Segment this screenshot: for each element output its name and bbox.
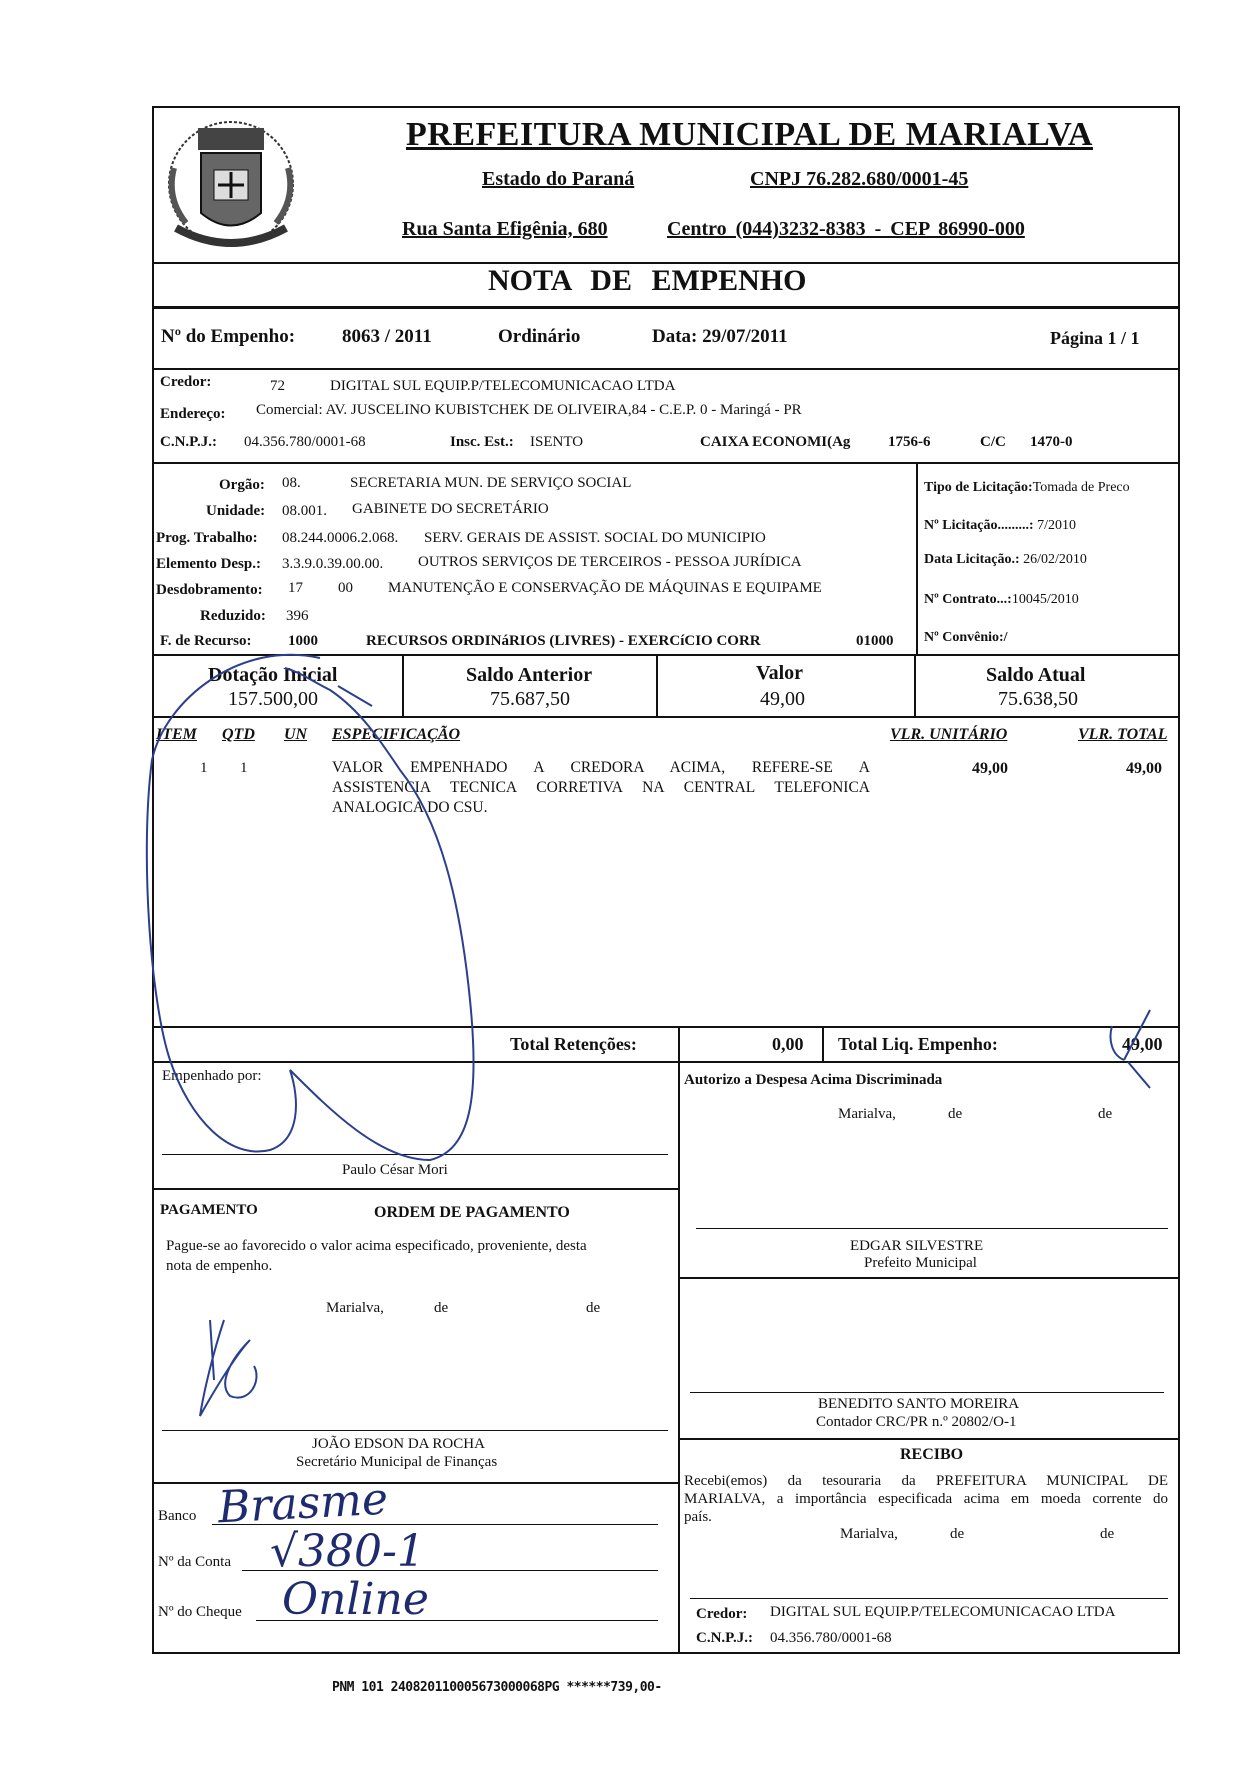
- saldo-anterior-value: 75.687,50: [490, 688, 570, 710]
- col-qtd: QTD: [222, 726, 255, 743]
- cheque-label: Nº do Cheque: [158, 1604, 242, 1620]
- elem-label: Elemento Desp.:: [156, 556, 261, 572]
- doc-title: NOTA DE EMPENHO: [488, 264, 807, 297]
- elem-code: 3.3.9.0.39.00.00.: [282, 556, 384, 572]
- valor-label: Valor: [756, 662, 804, 684]
- prog-label: Prog. Trabalho:: [156, 530, 258, 546]
- dotacao-value: 157.500,00: [228, 688, 318, 710]
- col-unit: VLR. UNITÁRIO: [890, 726, 1008, 743]
- conta-label: Nº da Conta: [158, 1554, 231, 1570]
- prefeitura-title: PREFEITURA MUNICIPAL DE MARIALVA: [406, 116, 1093, 153]
- secretario-role: Secretário Municipal de Finanças: [296, 1454, 498, 1470]
- contador-name: BENEDITO SANTO MOREIRA: [818, 1396, 1020, 1412]
- recibo-credor-name: DIGITAL SUL EQUIP.P/TELECOMUNICACAO LTDA: [770, 1604, 1116, 1620]
- prog-code: 08.244.0006.2.068.: [282, 530, 399, 546]
- tipo-licitacao-value: Tomada de Preco: [1032, 480, 1130, 495]
- empenhado-name: Paulo César Mori: [342, 1162, 448, 1178]
- footer-code: PNM 101 240820110005673000068PG ******739,00-: [332, 1680, 662, 1695]
- autorizo-title: Autorizo a Despesa Acima Discriminada: [684, 1072, 943, 1088]
- conta-handwritten: √380-1: [270, 1526, 425, 1577]
- pagamento-de2: de: [586, 1300, 601, 1316]
- cnpj-label: C.N.P.J.:: [160, 434, 217, 450]
- empenho-date: Data: 29/07/2011: [652, 326, 788, 347]
- state-name: Estado do Paraná: [482, 168, 635, 190]
- pagamento-text1: Pague-se ao favorecido o valor acima especificado, proveniente, desta: [166, 1238, 587, 1254]
- item-spec-line1: VALOR EMPENHADO A CREDORA ACIMA, REFERE-SE A: [332, 759, 870, 776]
- total-retencoes-value: 0,00: [772, 1034, 804, 1054]
- dotacao-label: Dotação Inicial: [208, 664, 338, 686]
- recibo-de2: de: [1100, 1526, 1115, 1542]
- orgao-label: Orgão:: [219, 477, 265, 493]
- saldo-anterior-label: Saldo Anterior: [466, 664, 593, 686]
- fonte-label: F. de Recurso:: [160, 633, 252, 649]
- credor-insc: ISENTO: [530, 434, 584, 450]
- item-qtd: 1: [240, 760, 248, 776]
- desd-label: Desdobramento:: [156, 582, 263, 598]
- item-unit-value: 49,00: [972, 760, 1008, 777]
- credor-bank: CAIXA ECONOMI(Ag: [700, 434, 851, 450]
- secretario-name: JOÃO EDSON DA ROCHA: [312, 1436, 485, 1452]
- recibo-line1: Recebi(emos) da tesouraria da PREFEITURA MUNICIPAL DE: [684, 1473, 1168, 1489]
- header-cnpj: CNPJ 76.282.680/0001-45: [750, 168, 969, 190]
- total-liq-label: Total Liq. Empenho:: [838, 1034, 998, 1054]
- header-contact: Centro (044)3232-8383 - CEP 86990-000: [667, 218, 1025, 240]
- insc-label: Insc. Est.:: [450, 434, 514, 450]
- pagamento-city: Marialva,: [326, 1300, 384, 1316]
- address-label: Endereço:: [160, 406, 226, 422]
- recibo-line3: país.: [684, 1509, 712, 1525]
- convenio-label: Nº Convênio:/: [924, 630, 1008, 645]
- cheque-handwritten: Online: [282, 1574, 429, 1625]
- num-licitacao-value: 7/2010: [1037, 518, 1076, 533]
- recibo-cnpj-label: C.N.P.J.:: [696, 1630, 753, 1646]
- credor-cnpj: 04.356.780/0001-68: [244, 434, 366, 450]
- desd-a: 17: [288, 580, 303, 596]
- autorizo-de1: de: [948, 1106, 963, 1122]
- credor-code: 72: [270, 378, 285, 394]
- cc-label: C/C: [980, 434, 1006, 450]
- empenho-type: Ordinário: [498, 326, 581, 347]
- ordem-pagamento-title: ORDEM DE PAGAMENTO: [374, 1204, 570, 1221]
- prog-name: SERV. GERAIS DE ASSIST. SOCIAL DO MUNICIPIO: [424, 530, 766, 546]
- credor-cc: 1470-0: [1030, 434, 1073, 450]
- prefeito-name: EDGAR SILVESTRE: [850, 1238, 984, 1254]
- unidade-label: Unidade:: [206, 503, 266, 519]
- item-spec-line2: ASSISTENCIA TECNICA CORRETIVA NA CENTRAL TELEFONICA: [332, 779, 870, 796]
- recibo-line2: MARIALVA, a importância especificada acima em moeda corrente do: [684, 1491, 1168, 1507]
- item-total-value: 49,00: [1126, 760, 1162, 777]
- credor-agency: 1756-6: [888, 434, 931, 450]
- empenho-number-label: Nº do Empenho:: [161, 326, 296, 347]
- autorizo-city: Marialva,: [838, 1106, 896, 1122]
- desd-name: MANUTENÇÃO E CONSERVAÇÃO DE MÁQUINAS E EQUIPAME: [388, 580, 822, 596]
- saldo-atual-value: 75.638,50: [998, 688, 1078, 710]
- credor-label: Credor:: [160, 374, 212, 390]
- credor-address: Comercial: AV. JUSCELINO KUBISTCHEK DE OLIVEIRA,84 - C.E.P. 0 - Maringá - PR: [256, 402, 802, 418]
- data-licitacao-value: 26/02/2010: [1023, 552, 1087, 567]
- recibo-city: Marialva,: [840, 1526, 898, 1542]
- saldo-atual-label: Saldo Atual: [986, 664, 1086, 686]
- recibo-de1: de: [950, 1526, 965, 1542]
- unidade-name: GABINETE DO SECRETÁRIO: [352, 501, 549, 517]
- unidade-code: 08.001.: [282, 503, 327, 519]
- desd-b: 00: [338, 580, 353, 596]
- col-item: ITEM: [156, 726, 197, 743]
- total-liq-value: 49,00: [1122, 1034, 1163, 1054]
- empenho-number: 8063 / 2011: [342, 326, 432, 347]
- reduzido-label: Reduzido:: [200, 608, 266, 624]
- credor-name: DIGITAL SUL EQUIP.P/TELECOMUNICACAO LTDA: [330, 378, 676, 394]
- orgao-code: 08.: [282, 475, 301, 491]
- page-number: Página 1 / 1: [1050, 328, 1140, 348]
- banco-label: Banco: [158, 1508, 197, 1524]
- tipo-licitacao-label: Tipo de Licitação:Tomada de Preco: [924, 480, 1130, 495]
- orgao-name: SECRETARIA MUN. DE SERVIÇO SOCIAL: [350, 475, 632, 491]
- reduzido-value: 396: [286, 608, 309, 624]
- total-retencoes-label: Total Retenções:: [510, 1034, 637, 1054]
- item-spec-line3: ANALOGICA DO CSU.: [332, 799, 488, 816]
- data-licitacao-label: Data Licitação.: 26/02/2010: [924, 552, 1087, 567]
- contador-role: Contador CRC/PR n.º 20802/O-1: [816, 1414, 1017, 1430]
- recibo-cnpj: 04.356.780/0001-68: [770, 1630, 892, 1646]
- col-total: VLR. TOTAL: [1078, 726, 1168, 743]
- num-licitacao-label: Nº Licitação.........: 7/2010: [924, 518, 1076, 533]
- item-number: 1: [200, 760, 208, 776]
- banco-handwritten: Brasme: [216, 1473, 390, 1534]
- fonte-code: 1000: [288, 633, 318, 649]
- contrato-value: 10045/2010: [1011, 592, 1079, 607]
- col-spec: ESPECIFICAÇÃO: [332, 726, 461, 743]
- elem-name: OUTROS SERVIÇOS DE TERCEIROS - PESSOA JURÍDICA: [418, 554, 802, 570]
- pagamento-de1: de: [434, 1300, 449, 1316]
- col-un: UN: [284, 726, 308, 743]
- valor-value: 49,00: [760, 688, 805, 710]
- header-address: Rua Santa Efigênia, 680: [402, 218, 608, 240]
- recibo-title: RECIBO: [900, 1446, 964, 1463]
- fonte-name: RECURSOS ORDINáRIOS (LIVRES) - EXERCíCIO CORR: [366, 633, 761, 649]
- prefeito-role: Prefeito Municipal: [864, 1255, 977, 1271]
- pagamento-label: PAGAMENTO: [160, 1202, 258, 1218]
- empenhado-label: Empenhado por:: [162, 1068, 262, 1084]
- autorizo-de2: de: [1098, 1106, 1113, 1122]
- contrato-label: Nº Contrato...:10045/2010: [924, 592, 1079, 607]
- recibo-credor-label: Credor:: [696, 1606, 748, 1622]
- pagamento-text2: nota de empenho.: [166, 1258, 273, 1274]
- fonte-number: 01000: [856, 633, 894, 649]
